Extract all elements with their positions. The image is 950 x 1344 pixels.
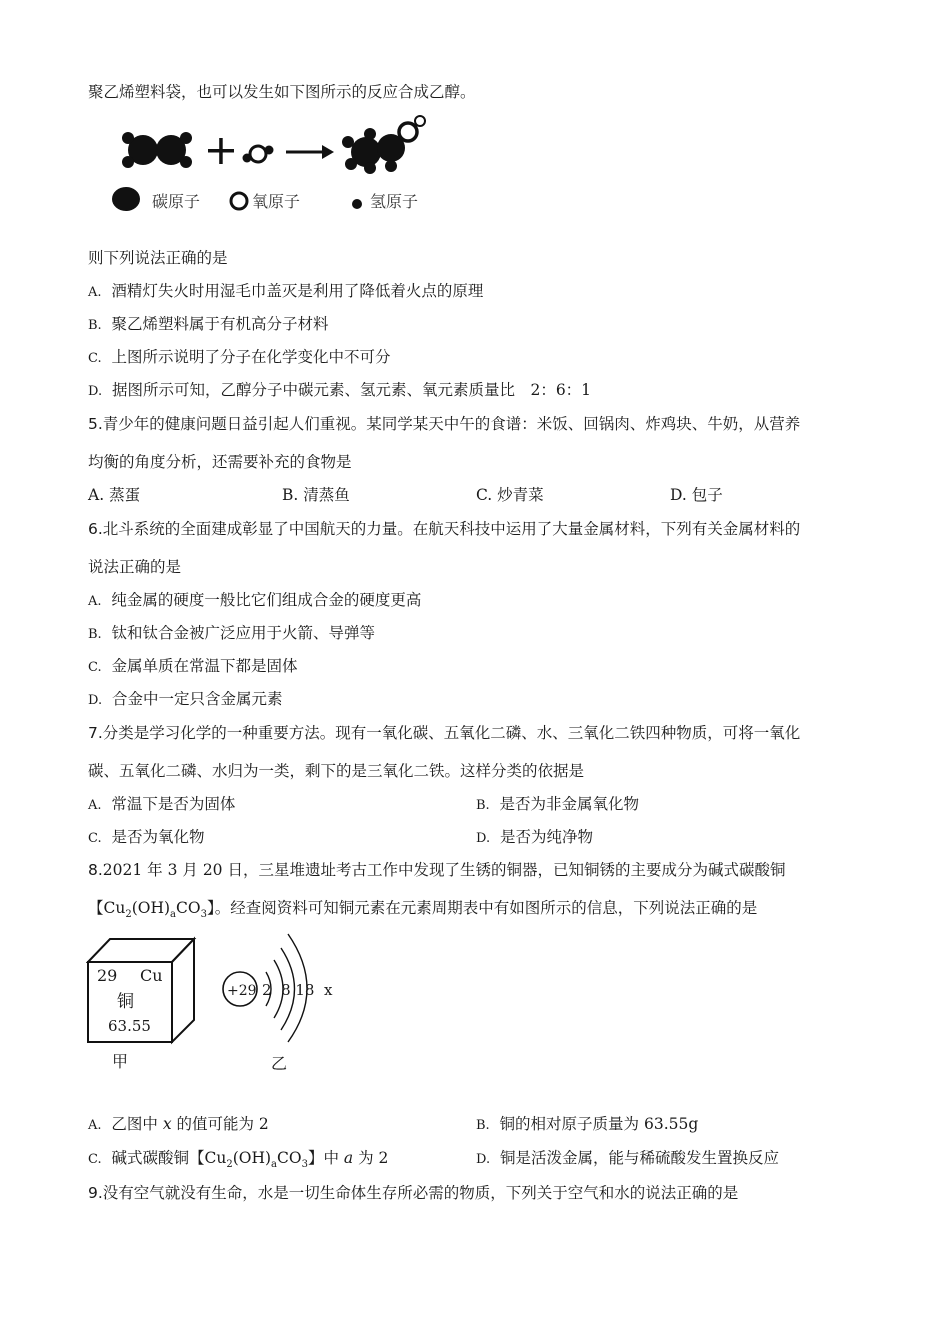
option-text: 铜是活泼金属，能与稀硫酸发生置换反应 bbox=[499, 1149, 779, 1167]
option-text: 是否为纯净物 bbox=[499, 828, 593, 846]
option-label: D. bbox=[88, 693, 103, 708]
option-text: 包子 bbox=[691, 486, 723, 504]
ethanol-molecule bbox=[342, 116, 425, 174]
nucleus-label: +29 bbox=[227, 983, 257, 999]
q6-line2: 说法正确的是 bbox=[88, 558, 182, 576]
q4-option-b bbox=[88, 314, 329, 336]
q5-option-b bbox=[282, 485, 350, 505]
question-text: 没有空气就没有生命，水是一切生命体生存所必需的物质，下列关于空气和水的说法正确的是 bbox=[102, 1184, 739, 1202]
question-text: 北斗系统的全面建成彰显了中国航天的力量。在航天科技中运用了大量金属材料，下列有关金属材料的 bbox=[102, 520, 801, 538]
q7-line1 bbox=[88, 723, 800, 743]
formula-part: (OH) bbox=[131, 899, 171, 917]
option-label: D. bbox=[88, 384, 103, 399]
element-name: 铜 bbox=[117, 992, 134, 1012]
q8-option-a bbox=[88, 1114, 269, 1136]
formula-part: CO bbox=[176, 899, 201, 917]
q7-option-c bbox=[88, 827, 205, 849]
question-number: 6. bbox=[88, 520, 103, 538]
legend bbox=[112, 187, 362, 211]
q7-option-b bbox=[476, 794, 639, 816]
formula-sub: 2 bbox=[125, 909, 132, 921]
hydrogen-legend-icon bbox=[352, 199, 362, 209]
question-number: 7. bbox=[88, 724, 103, 742]
option-label: A. bbox=[88, 1118, 102, 1133]
q6-option-d bbox=[88, 689, 282, 711]
option-text: 常温下是否为固体 bbox=[111, 795, 236, 813]
option-label: B. bbox=[88, 318, 102, 333]
formula-sub: 3 bbox=[200, 909, 207, 921]
formula-sub: a bbox=[271, 1159, 277, 1171]
option-text: 聚乙烯塑料属于有机高分子材料 bbox=[111, 315, 329, 333]
q7-line2: 碳、五氧化二磷、水归为一类，剩下的是三氧化二铁。这样分类的依据是 bbox=[88, 762, 585, 780]
question-text: 】。经查阅资料可知铜元素在元素周期表中有如图所示的信息，下列说法正确的是 bbox=[206, 899, 758, 917]
q8-option-d bbox=[476, 1148, 779, 1170]
option-label: A. bbox=[88, 798, 102, 813]
option-text: 上图所示说明了分子在化学变化中不可分 bbox=[111, 348, 391, 366]
q8-option-b bbox=[476, 1114, 698, 1136]
plus-icon bbox=[208, 138, 234, 164]
option-text: 乙图中 bbox=[111, 1115, 163, 1133]
variable: x bbox=[162, 1115, 172, 1133]
question-text: 青少年的健康问题日益引起人们重视。某同学某天中午的食谱：米饭、回锅肉、炸鸡块、牛奶，从营养 bbox=[102, 415, 801, 433]
option-label: A. bbox=[88, 486, 105, 504]
q5-line1 bbox=[88, 414, 800, 434]
q4-stem: 则下列说法正确的是 bbox=[88, 249, 228, 267]
q4-option-d bbox=[88, 380, 591, 402]
option-text: 碱式碳酸铜【Cu bbox=[111, 1149, 227, 1167]
q6-option-c bbox=[88, 656, 298, 678]
legend-carbon-label: 碳原子 bbox=[152, 192, 201, 211]
question-number: 8. bbox=[88, 861, 103, 879]
option-label: A. bbox=[88, 594, 102, 609]
formula-sub: 2 bbox=[226, 1159, 233, 1171]
q4-option-c bbox=[88, 347, 391, 369]
option-text: 纯金属的硬度一般比它们组成合金的硬度更高 bbox=[111, 591, 422, 609]
formula-sub: a bbox=[170, 909, 177, 921]
oxygen-legend-icon bbox=[231, 193, 247, 209]
variable: a bbox=[343, 1149, 354, 1167]
option-label: B. bbox=[282, 486, 299, 504]
q7-option-d bbox=[476, 827, 593, 849]
q9-line1 bbox=[88, 1183, 738, 1203]
atomic-mass: 63.55 bbox=[108, 1017, 151, 1035]
option-text: 是否为非金属氧化物 bbox=[499, 795, 640, 813]
question-number: 5. bbox=[88, 415, 103, 433]
q5-option-c bbox=[476, 485, 544, 505]
question-text: 分类是学习化学的一种重要方法。现有一氧化碳、五氧化二磷、水、三氧化二铁四种物质，可将一氧化 bbox=[102, 724, 801, 742]
option-label: D. bbox=[670, 486, 687, 504]
option-text: 金属单质在常温下都是固体 bbox=[111, 657, 298, 675]
formula-part: CO bbox=[277, 1149, 302, 1167]
q6-option-b bbox=[88, 623, 375, 645]
formula-part: (OH) bbox=[232, 1149, 272, 1167]
figure-caption-right: 乙 bbox=[271, 1054, 288, 1073]
option-text: 清蒸鱼 bbox=[303, 486, 350, 504]
element-symbol: Cu bbox=[140, 966, 163, 985]
q5-line2: 均衡的角度分析，还需要补充的食物是 bbox=[88, 453, 352, 471]
q8-option-c bbox=[88, 1148, 388, 1175]
q5-option-d bbox=[670, 485, 723, 505]
option-label: A. bbox=[88, 285, 102, 300]
option-label: D. bbox=[476, 1152, 491, 1167]
q5-option-a bbox=[88, 485, 140, 505]
intro-text: 聚乙烯塑料袋，也可以发生如下图所示的反应合成乙醇。 bbox=[88, 83, 476, 101]
option-text: 炒青菜 bbox=[497, 486, 544, 504]
option-text: 钛和钛合金被广泛应用于火箭、导弹等 bbox=[111, 624, 376, 642]
q4-option-a bbox=[88, 281, 483, 303]
option-text: 】中 bbox=[307, 1149, 344, 1167]
atomic-number: 29 bbox=[97, 966, 118, 985]
option-label: C. bbox=[476, 486, 493, 504]
ethylene-molecule bbox=[122, 132, 192, 168]
q6-line1 bbox=[88, 519, 800, 539]
water-molecule bbox=[243, 146, 274, 163]
option-text: 蒸蛋 bbox=[109, 486, 141, 504]
option-text: 酒精灯失火时用湿毛巾盖灭是利用了降低着火点的原理 bbox=[111, 282, 484, 300]
legend-hydrogen-label: 氢原子 bbox=[370, 192, 419, 211]
question-number: 9. bbox=[88, 1184, 103, 1202]
option-label: B. bbox=[476, 1118, 490, 1133]
option-label: C. bbox=[88, 351, 102, 366]
q8-line1 bbox=[88, 860, 785, 880]
q7-option-a bbox=[88, 794, 235, 816]
option-text: 据图所示可知，乙醇分子中碳元素、氢元素、氧元素质量比 2：6：1 bbox=[111, 381, 592, 399]
option-label: C. bbox=[88, 831, 102, 846]
option-label: C. bbox=[88, 1152, 102, 1167]
q6-option-a bbox=[88, 590, 421, 612]
option-label: B. bbox=[476, 798, 490, 813]
formula-sub: 3 bbox=[301, 1159, 308, 1171]
question-text: 2021 年 3 月 20 日，三星堆遗址考古工作中发现了生锈的铜器，已知铜锈的主要成分为碱式碳酸铜 bbox=[102, 861, 786, 879]
option-label: B. bbox=[88, 627, 102, 642]
carbon-legend-icon bbox=[112, 187, 140, 211]
option-label: C. bbox=[88, 660, 102, 675]
option-text: 是否为氧化物 bbox=[111, 828, 205, 846]
arrow-icon bbox=[286, 145, 334, 159]
option-label: D. bbox=[476, 831, 491, 846]
legend-oxygen-label: 氧原子 bbox=[252, 192, 301, 211]
figure-caption-left: 甲 bbox=[112, 1052, 129, 1071]
option-text: 合金中一定只含金属元素 bbox=[111, 690, 283, 708]
q8-line2 bbox=[88, 898, 757, 925]
electron-shells: 2 8 18 x bbox=[262, 981, 333, 999]
option-text: 为 2 bbox=[353, 1149, 389, 1167]
formula-part: 【Cu bbox=[88, 899, 126, 917]
option-text: 的值可能为 2 bbox=[171, 1115, 269, 1133]
option-text: 铜的相对原子质量为 63.55g bbox=[499, 1115, 699, 1133]
